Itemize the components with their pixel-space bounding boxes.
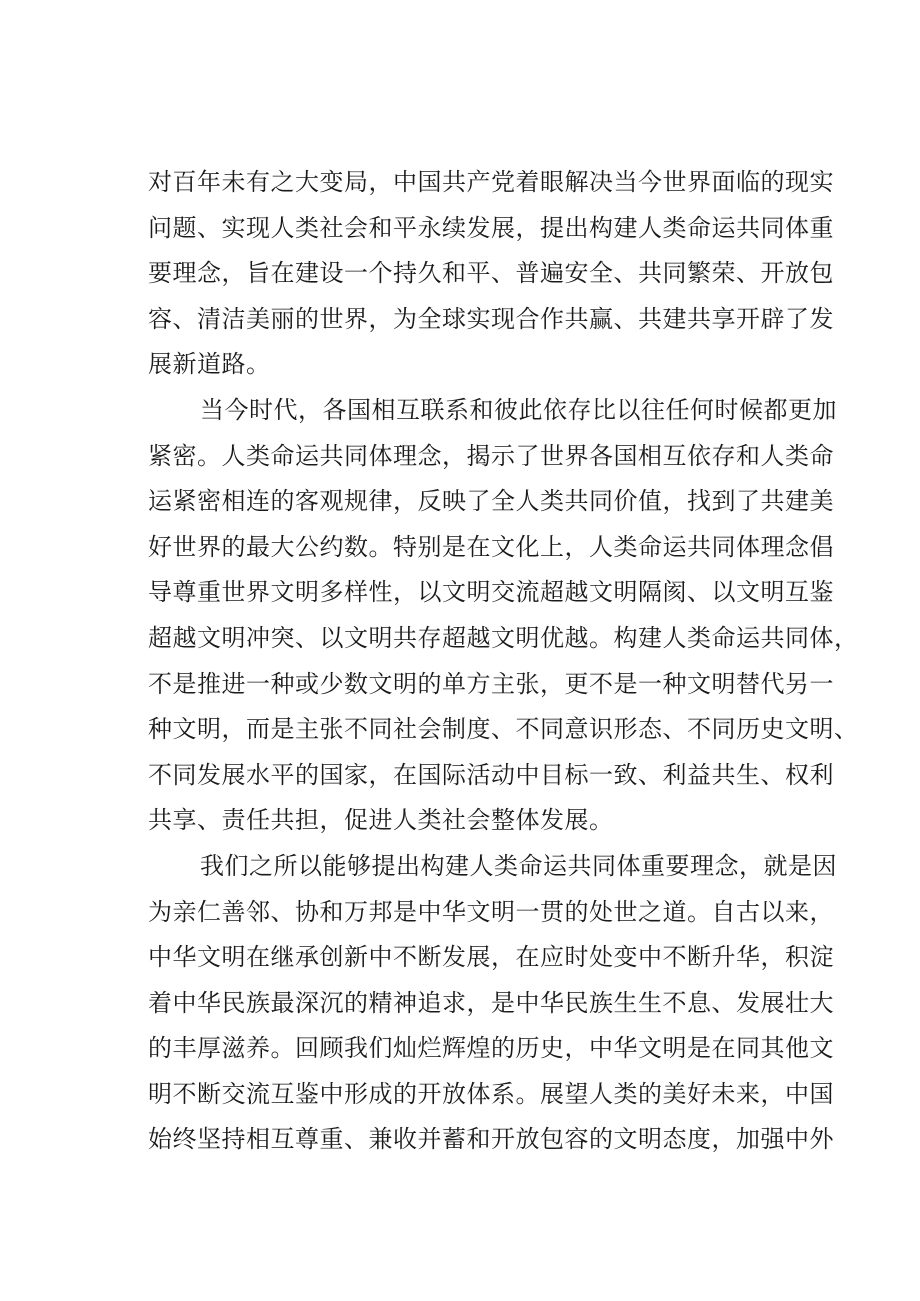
text-line: 容、清洁美丽的世界，为全球实现合作共赢、共建共享开辟了发 — [148, 304, 834, 333]
text-line: 问题、实现人类社会和平永续发展，提出构建人类命运共同体重 — [148, 213, 834, 242]
text-line: 超越文明冲突、以文明共存超越文明优越。构建人类命运共同体， — [148, 623, 859, 652]
text-line: 始终坚持相互尊重、兼收并蓄和开放包容的文明态度，加强中外 — [148, 1125, 834, 1154]
text-line: 好世界的最大公约数。特别是在文化上，人类命运共同体理念倡 — [148, 532, 834, 561]
text-line: 对百年未有之大变局，中国共产党着眼解决当今世界面临的现实 — [148, 168, 834, 196]
paragraph-3 — [148, 844, 837, 1163]
text-line: 不同发展水平的国家，在国际活动中目标一致、利益共生、权利 — [148, 760, 834, 789]
text-line: 展新道路。 — [148, 350, 271, 379]
text-line: 当今时代，各国相互联系和彼此依存比以往任何时候都更加 — [200, 395, 837, 424]
text-line: 为亲仁善邻、协和万邦是中华文明一贯的处世之道。自古以来， — [148, 897, 834, 926]
text-line: 种文明，而是主张不同社会制度、不同意识形态、不同历史文明、 — [148, 715, 859, 744]
text-line: 运紧密相连的客观规律，反映了全人类共同价值，找到了共建美 — [148, 487, 834, 516]
text-line: 紧密。人类命运共同体理念，揭示了世界各国相互依存和人类命 — [148, 441, 834, 470]
text-line: 不是推进一种或少数文明的单方主张，更不是一种文明替代另一 — [148, 669, 834, 698]
text-line: 我们之所以能够提出构建人类命运共同体重要理念，就是因 — [200, 851, 837, 880]
document-body — [148, 160, 859, 1163]
text-line: 要理念，旨在建设一个持久和平、普遍安全、共同繁荣、开放包 — [148, 259, 834, 288]
paragraph-1 — [148, 160, 834, 388]
text-line: 导尊重世界文明多样性，以文明交流超越文明隔阂、以文明互鉴 — [148, 578, 834, 607]
paragraph-2 — [148, 388, 859, 844]
text-line: 共享、责任共担，促进人类社会整体发展。 — [148, 806, 614, 835]
text-line: 着中华民族最深沉的精神追求，是中华民族生生不息、发展壮大 — [148, 988, 834, 1017]
text-line: 中华文明在继承创新中不断发展，在应时处变中不断升华，积淀 — [148, 943, 834, 972]
text-line: 明不断交流互鉴中形成的开放体系。展望人类的美好未来，中国 — [148, 1079, 834, 1108]
text-line: 的丰厚滋养。回顾我们灿烂辉煌的历史，中华文明是在同其他文 — [148, 1034, 834, 1063]
